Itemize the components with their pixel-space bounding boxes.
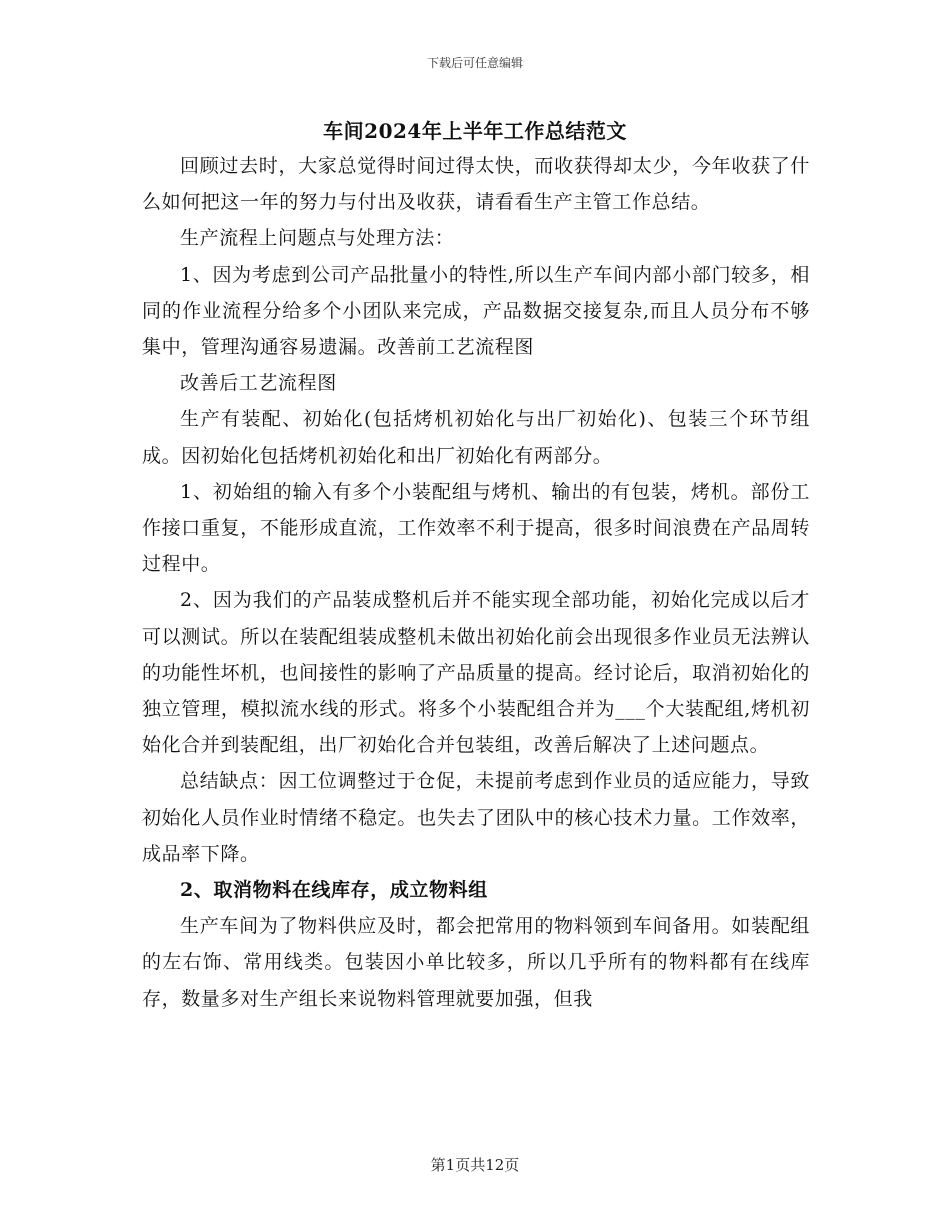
paragraph-production-stages: 生产有装配、初始化(包括烤机初始化与出厂初始化)、包装三个环节组成。因初始化包括烤机初始化和出厂初始化有两部分。 (142, 408, 810, 467)
paragraph-materials: 生产车间为了物料供应及时，都会把常用的物料领到车间备用。如装配组的左右饰、常用线类。包装因小单比较多，所以几乎所有的物料都有在线库存，数量多对生产组长来说物料管理就要加强，但我 (142, 915, 810, 1010)
paragraph-item-2: 2、因为我们的产品装成整机后并不能实现全部功能，初始化完成以后才可以测试。所以在装配组装成整机未做出初始化前会出现很多作业员无法辨认的功能性坏机，也间接性的影响了产品质量的提高。经讨论后，取消初始化的独立管理，模拟流水线的形式。将多个小装配组合并为___个大装配组,烤机初始化合并到装配组，出厂初始化合并包装组，改善后解决了上述问题点。 (142, 589, 810, 757)
paragraph-item-1: 1、因为考虑到公司产品批量小的特性,所以生产车间内部小部门较多，相同的作业流程分给多个小团队来完成，产品数据交接复杂,而且人员分布不够集中，管理沟通容易遗漏。改善前工艺流程图 (142, 263, 810, 359)
paragraph-problem-heading: 生产流程上问题点与处理方法： (180, 227, 455, 250)
paragraph-after-flowchart: 改善后工艺流程图 (180, 372, 337, 395)
paragraph-init-group: 1、初始组的输入有多个小装配组与烤机、输出的有包装，烤机。部份工作接口重复，不能形成直流，工作效率不利于提高，很多时间浪费在产品周转过程中。 (142, 480, 810, 576)
page-footer: 第1页共12页 (430, 1156, 520, 1174)
paragraph-intro: 回顾过去时，大家总觉得时间过得太快，而收获得却太少，今年收获了什么如何把这一年的努力与付出及收获，请看看生产主管工作总结。 (142, 155, 810, 214)
document-title: 车间2024年上半年工作总结范文 (323, 119, 627, 143)
paragraph-summary-shortcomings: 总结缺点：因工位调整过于仓促，未提前考虑到作业员的适应能力，导致初始化人员作业时情绪不稳定。也失去了团队中的核心技术力量。工作效率，成品率下降。 (142, 770, 810, 865)
page-header: 下载后可任意编辑 (426, 56, 523, 70)
document-body (142, 148, 810, 1017)
section-heading-materials: 2、取消物料在线库存，成立物料组 (180, 879, 488, 902)
